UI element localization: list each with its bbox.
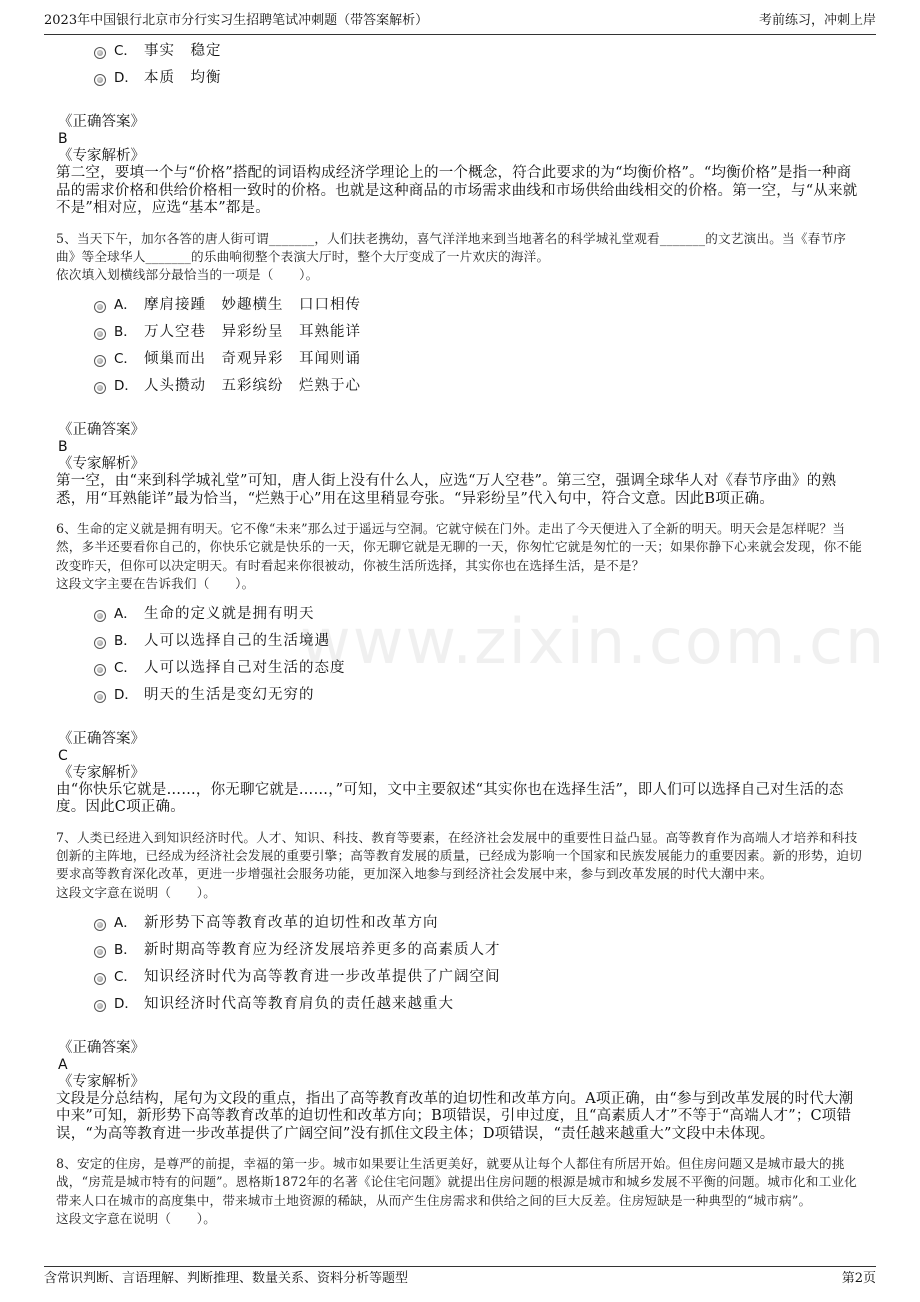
answer-value: C: [58, 747, 68, 764]
radio-icon[interactable]: [94, 664, 106, 676]
explanation-text: 第一空，由“来到科学城礼堂”可知，唐人街上没有什么人，应选“万人空巷”。第三空，强调全球华人对《春节序曲》的熟悉，用“耳熟能详”最为恰当，“烂熟于心”用在这里稍显夸张。“异彩纷呈”代入句中，符合文意。因此B项正确。: [56, 473, 837, 507]
watermark: www.zixin.com.cn: [300, 605, 887, 678]
question-prompt: 这段文字意在说明（ ）。: [56, 884, 217, 900]
question-prompt: 依次填入划横线部分最恰当的一项是（ ）。: [56, 266, 319, 282]
answer-section: [56, 731, 864, 782]
answer-value: B: [58, 131, 68, 147]
page-content: [56, 38, 864, 1228]
option-c[interactable]: C． 知识经济时代为高等教育进一步改革提供了广阔空间: [56, 964, 864, 991]
option-d[interactable]: D． 明天的生活是变幻无穷的: [56, 682, 864, 709]
answer-section: [56, 422, 864, 473]
radio-icon[interactable]: [94, 610, 106, 622]
question-prompt: 这段文字主要在告诉我们（ ）。: [56, 575, 255, 591]
radio-icon[interactable]: [94, 382, 106, 394]
answer-value: A: [58, 1056, 68, 1073]
radio-icon[interactable]: [94, 74, 106, 86]
explain-label: 《专家解析》: [58, 148, 145, 164]
radio-icon[interactable]: [94, 691, 106, 703]
radio-icon[interactable]: [94, 1000, 106, 1012]
radio-icon[interactable]: [94, 47, 106, 59]
explanation-text: 文段是分总结构，尾句为文段的重点，指出了高等教育改革的迫切性和改革方向。A项正确，由“参与到改革发展的时代大潮中来”可知，新形势下高等教育改革的迫切性和改革方向；B项错误，引申过度，且“高素质人才”不等于“高端人才”；C项错误，“为高等教育进一步改革提供了广阔空间”没有抓住文段主体；D项错误，“责任越来越重大”文段中未体现。: [56, 1090, 854, 1142]
answer-label: 《正确答案》: [58, 114, 145, 130]
radio-icon[interactable]: [94, 637, 106, 649]
question-stem: 6、生命的定义就是拥有明天。它不像“未来”那么过于遥远与空洞。它就守候在门外。走出了今天便进入了全新的明天。明天会是怎样呢？当然，多半还要看你自己的，你快乐它就是快乐的一天，你无聊它就是无聊的一天，你匆忙它就是匆忙的一天；如果你静下心来就会发现，你不能改变昨天，但你可以决定明天。有时看起来你很被动，你被生活所选择，其实你也在选择生活，是不是？: [56, 521, 863, 573]
answer-label: 《正确答案》: [58, 422, 145, 439]
answer-section: [56, 114, 864, 165]
option-a[interactable]: A． 新形势下高等教育改革的迫切性和改革方向: [56, 910, 864, 937]
question-stem: 7、人类已经进入到知识经济时代。人才、知识、科技、教育等要素，在经济社会发展中的重要性日益凸显。高等教育作为高端人才培养和科技创新的主阵地，已经成为经济社会发展的重要引擎；高等教育发展的质量，已经成为影响一个国家和民族发展能力的重要因素。新的形势，迫切要求高等教育深化改革，更进一步增强社会服务功能，更加深入地参与到经济社会发展中来，参与到改革发展的时代大潮中来。: [56, 829, 863, 882]
footer-description: 含常识判断、言语理解、判断推理、数量关系、资料分析等题型: [44, 1271, 409, 1286]
question-stem: 8、安定的住房，是尊严的前提，幸福的第一步。城市如果要让生活更美好，就要从让每个人都住有所居开始。但住房问题又是城市最大的挑战，“房荒是城市特有的问题”。恩格斯1872年的名著《论住宅问题》就提出住房问题的根源是城市和城乡发展不平衡的问题。城市化和工业化带来人口在城市的高度集中，带来城市土地资源的稀缺，从而产生住房需求和供给之间的巨大反差。住房短缺是一种典型的“城市病”。: [56, 1156, 857, 1208]
explain-label: 《专家解析》: [58, 764, 145, 781]
page-header: [44, 8, 876, 35]
document-title: 2023年中国银行北京市分行实习生招聘笔试冲刺题（带答案解析）: [44, 13, 429, 28]
option-b[interactable]: B． 新时期高等教育应为经济发展培养更多的高素质人才: [56, 937, 864, 964]
explanation-text: 第二空，要填一个与“价格”搭配的词语构成经济学理论上的一个概念，符合此要求的为“均衡价格”。“均衡价格”是指一种商品的需求价格和供给价格相一致时的价格。也就是这种商品的市场需求曲线和市场供给曲线相交的价格。第一空，与“从来就不是”相对应，应选“基本”都是。: [56, 165, 858, 216]
option-a[interactable]: A． 摩肩接踵 妙趣横生 口口相传: [56, 292, 864, 319]
question-prompt: 这段文字意在说明（ ）。: [56, 1210, 217, 1226]
option-d[interactable]: D． 人头攒动 五彩缤纷 烂熟于心: [56, 373, 864, 400]
answer-value: B: [58, 439, 68, 456]
radio-icon[interactable]: [94, 946, 106, 958]
question-stem: 5、当天下午，加尔各答的唐人街可谓_______，人们扶老携幼，喜气洋洋地来到当地著名的科学城礼堂观看_______的文艺演出。当《春节序曲》等全球华人_______的乐曲响彻整个表演大厅时，整个大厅变成了一片欢庆的海洋。: [56, 230, 847, 264]
answer-section: [56, 1040, 864, 1091]
option-a[interactable]: A． 生命的定义就是拥有明天: [56, 601, 864, 628]
explain-label: 《专家解析》: [58, 456, 145, 473]
option-d[interactable]: D． 本质 均衡: [56, 65, 864, 92]
answer-label: 《正确答案》: [58, 730, 145, 747]
option-b[interactable]: B． 万人空巷 异彩纷呈 耳熟能详: [56, 319, 864, 346]
page-footer: [44, 1266, 876, 1293]
header-slogan: 考前练习，冲刺上岸: [758, 13, 876, 28]
option-c[interactable]: C． 人可以选择自己对生活的态度: [56, 655, 864, 682]
radio-icon[interactable]: [94, 301, 106, 313]
page-number: 第2页: [841, 1271, 876, 1286]
option-c[interactable]: C． 倾巢而出 奇观异彩 耳闻则诵: [56, 346, 864, 373]
option-b[interactable]: B． 人可以选择自己的生活境遇: [56, 628, 864, 655]
option-d[interactable]: D． 知识经济时代高等教育肩负的责任越来越重大: [56, 991, 864, 1018]
radio-icon[interactable]: [94, 355, 106, 367]
answer-label: 《正确答案》: [58, 1039, 145, 1056]
explanation-text: 由“你快乐它就是……，你无聊它就是……，”可知，文中主要叙述“其实你也在选择生活”，即人们可以选择自己对生活的态度。因此C项正确。: [56, 781, 844, 816]
radio-icon[interactable]: [94, 328, 106, 340]
explain-label: 《专家解析》: [58, 1073, 145, 1090]
option-c[interactable]: C． 事实 稳定: [56, 38, 864, 65]
radio-icon[interactable]: [94, 919, 106, 931]
radio-icon[interactable]: [94, 973, 106, 985]
